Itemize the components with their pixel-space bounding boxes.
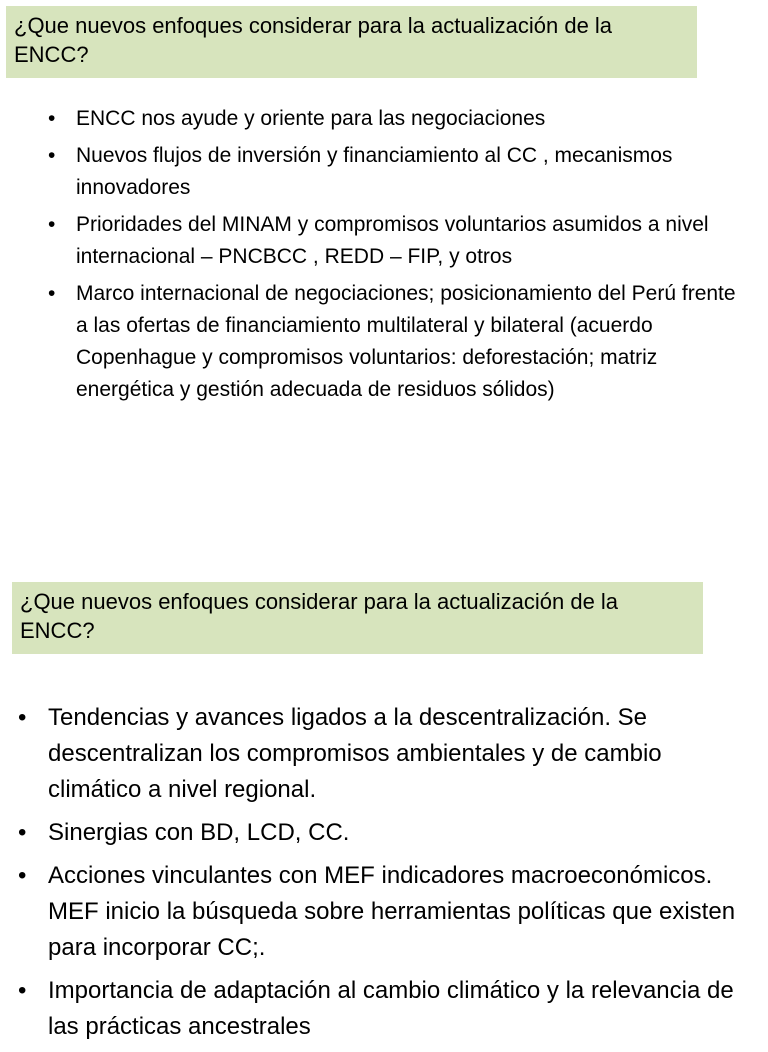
bullet-item: • Sinergias con BD, LCD, CC. <box>48 815 758 851</box>
bullet-item: • Marco internacional de negociaciones; posicionamiento del Perú frente a las ofertas de financiamiento multilateral y bilateral (acuerdo Copenhague y compromisos voluntarios: deforestación; matriz energética y gestión adecuada de residuos sólidos) <box>76 278 736 406</box>
bullet-item: • Nuevos flujos de inversión y financiamiento al CC , mecanismos innovadores <box>76 140 736 204</box>
bullet-item: • Tendencias y avances ligados a la descentralización. Se descentralizan los compromisos ambientales y de cambio climático a nivel regional. <box>48 700 758 808</box>
slide-1-title <box>6 6 697 78</box>
bullet-item: • Prioridades del MINAM y compromisos voluntarios asumidos a nivel internacional – PNCBCC , REDD – FIP, y otros <box>76 209 736 273</box>
slide-2-bullet-list <box>48 700 758 1052</box>
bullet-item: • Acciones vinculantes con MEF indicadores macroeconómicos. MEF inicio la búsqueda sobre herramientas políticas que existen para incorporar CC;. <box>48 858 758 966</box>
bullet-item: • ENCC nos ayude y oriente para las negociaciones <box>76 103 736 135</box>
slide-2-title-text: ¿Que nuevos enfoques considerar para la actualización de la ENCC? <box>20 589 619 644</box>
slide-1-bullet-list <box>76 103 736 411</box>
slide-1-title-text: ¿Que nuevos enfoques considerar para la actualización de la ENCC? <box>14 13 613 68</box>
slide-2-title <box>12 582 703 654</box>
bullet-item: • Importancia de adaptación al cambio climático y la relevancia de las prácticas ancestrales <box>48 973 758 1045</box>
